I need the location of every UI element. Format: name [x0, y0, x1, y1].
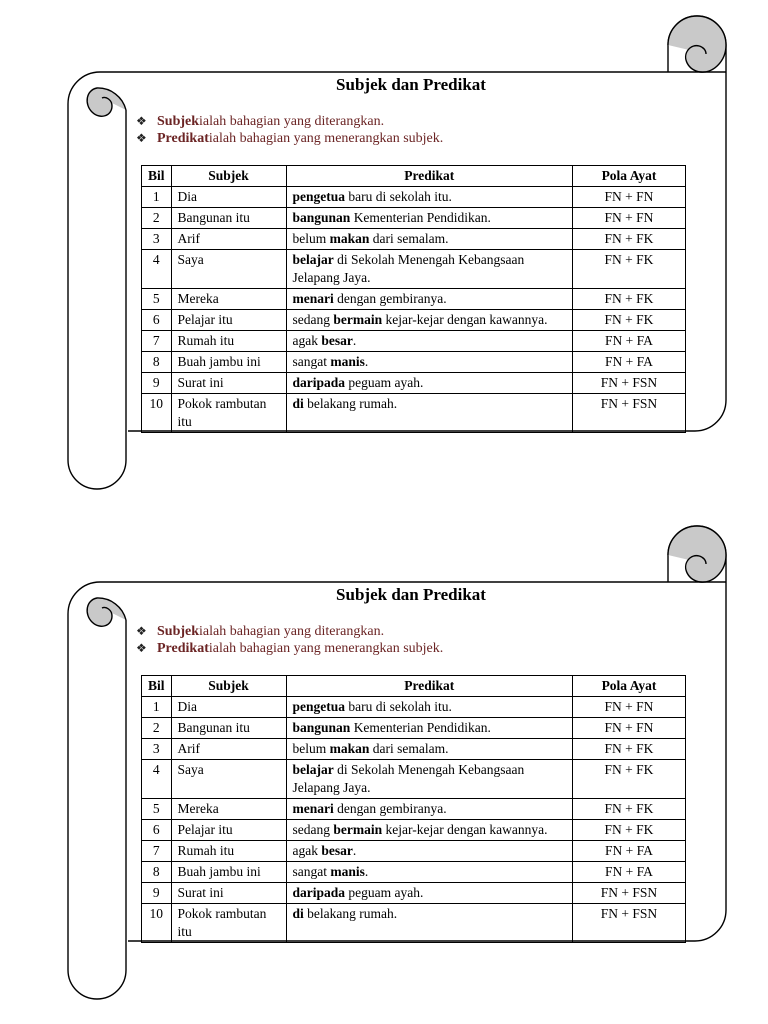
predikat-post: belakang rumah.	[303, 396, 398, 411]
cell-subjek: Dia	[171, 187, 286, 208]
table-row	[142, 250, 686, 289]
cell-subjek: Mereka	[171, 799, 286, 820]
predikat-keyword: di	[292, 906, 304, 921]
predikat-keyword: menari	[292, 801, 334, 816]
cell-predikat	[286, 799, 572, 820]
cell-subjek: Pokok rambutan itu	[171, 394, 286, 433]
cell-predikat	[286, 331, 572, 352]
cell-pola-ayat: FN + FA	[573, 352, 686, 373]
table-row	[142, 841, 686, 862]
cell-pola-ayat: FN + FK	[573, 229, 686, 250]
cell-bil: 2	[142, 208, 172, 229]
cell-bil: 4	[142, 760, 172, 799]
cell-predikat	[286, 820, 572, 841]
predikat-post: .	[352, 843, 357, 858]
card-title: Subjek dan Predikat	[336, 585, 486, 604]
table-row	[142, 310, 686, 331]
predikat-post: .	[364, 354, 369, 369]
scroll-card-1	[0, 0, 768, 500]
table-row	[142, 760, 686, 799]
predikat-post: peguam ayah.	[345, 885, 424, 900]
cell-subjek: Saya	[171, 250, 286, 289]
cell-bil: 6	[142, 820, 172, 841]
cell-pola-ayat: FN + FN	[573, 187, 686, 208]
predikat-keyword: daripada	[292, 375, 346, 390]
predikat-pre: sangat	[292, 864, 331, 879]
header-subjek: Subjek	[171, 676, 286, 697]
definitions	[136, 623, 443, 657]
definitions	[136, 113, 443, 147]
predikat-keyword: pengetua	[292, 189, 346, 204]
predikat-keyword: pengetua	[292, 699, 346, 714]
definition-line	[136, 623, 443, 640]
cell-predikat	[286, 187, 572, 208]
header-pola-ayat: Pola Ayat	[573, 166, 686, 187]
cell-predikat	[286, 250, 572, 289]
cell-pola-ayat: FN + FN	[573, 697, 686, 718]
table-row	[142, 208, 686, 229]
predikat-keyword: bermain	[333, 312, 383, 327]
table-row	[142, 820, 686, 841]
cell-pola-ayat: FN + FSN	[573, 883, 686, 904]
cell-pola-ayat: FN + FK	[573, 310, 686, 331]
table-row	[142, 229, 686, 250]
cell-subjek: Rumah itu	[171, 331, 286, 352]
cell-pola-ayat: FN + FK	[573, 799, 686, 820]
predikat-post: .	[352, 333, 357, 348]
table-row	[142, 331, 686, 352]
definition-term: Predikat	[157, 131, 209, 146]
cell-pola-ayat: FN + FSN	[573, 373, 686, 394]
cell-bil: 8	[142, 862, 172, 883]
cell-pola-ayat: FN + FN	[573, 208, 686, 229]
pola-ayat-table	[141, 165, 686, 433]
table-row	[142, 904, 686, 943]
predikat-keyword: besar	[321, 843, 353, 858]
cell-bil: 5	[142, 289, 172, 310]
cell-predikat	[286, 289, 572, 310]
header-predikat: Predikat	[286, 676, 572, 697]
cell-pola-ayat: FN + FA	[573, 862, 686, 883]
cell-bil: 9	[142, 373, 172, 394]
cell-pola-ayat: FN + FA	[573, 331, 686, 352]
predikat-keyword: makan	[329, 231, 370, 246]
predikat-post: dengan gembiranya.	[333, 291, 447, 306]
cell-predikat	[286, 739, 572, 760]
cell-predikat	[286, 718, 572, 739]
header-subjek: Subjek	[171, 166, 286, 187]
predikat-post: peguam ayah.	[345, 375, 424, 390]
table-row	[142, 718, 686, 739]
table-row	[142, 883, 686, 904]
cell-predikat	[286, 697, 572, 718]
card-title: Subjek dan Predikat	[336, 75, 486, 94]
definition-term: Predikat	[157, 641, 209, 656]
cell-subjek: Surat ini	[171, 373, 286, 394]
cell-bil: 8	[142, 352, 172, 373]
predikat-pre: belum	[292, 231, 330, 246]
definition-text: ialah bahagian yang menerangkan subjek.	[208, 641, 444, 656]
definition-line	[136, 113, 443, 130]
header-predikat: Predikat	[286, 166, 572, 187]
table-row	[142, 862, 686, 883]
table-row	[142, 373, 686, 394]
cell-predikat	[286, 373, 572, 394]
predikat-pre: agak	[292, 333, 322, 348]
pola-ayat-table	[141, 675, 686, 943]
predikat-keyword: makan	[329, 741, 370, 756]
cell-predikat	[286, 208, 572, 229]
cell-pola-ayat: FN + FK	[573, 760, 686, 799]
cell-subjek: Arif	[171, 229, 286, 250]
table-row	[142, 739, 686, 760]
cell-bil: 7	[142, 331, 172, 352]
cell-predikat	[286, 883, 572, 904]
predikat-pre: sangat	[292, 354, 331, 369]
predikat-keyword: belajar	[292, 762, 334, 777]
predikat-pre: belum	[292, 741, 330, 756]
definition-text: ialah bahagian yang menerangkan subjek.	[208, 131, 444, 146]
definition-line	[136, 640, 443, 657]
cell-pola-ayat: FN + FSN	[573, 394, 686, 433]
cell-subjek: Surat ini	[171, 883, 286, 904]
cell-bil: 1	[142, 697, 172, 718]
table-row	[142, 289, 686, 310]
predikat-post: di Sekolah Menengah Kebangsaan Jelapang Jaya.	[292, 762, 525, 795]
cell-pola-ayat: FN + FA	[573, 841, 686, 862]
cell-predikat	[286, 352, 572, 373]
cell-bil: 7	[142, 841, 172, 862]
cell-predikat	[286, 862, 572, 883]
cell-subjek: Mereka	[171, 289, 286, 310]
cell-pola-ayat: FN + FK	[573, 250, 686, 289]
predikat-keyword: bangunan	[292, 210, 351, 225]
predikat-keyword: besar	[321, 333, 353, 348]
predikat-post: baru di sekolah itu.	[345, 699, 452, 714]
cell-subjek: Pelajar itu	[171, 820, 286, 841]
cell-bil: 10	[142, 904, 172, 943]
cell-bil: 5	[142, 799, 172, 820]
definition-line	[136, 130, 443, 147]
predikat-keyword: manis	[330, 354, 365, 369]
cell-bil: 2	[142, 718, 172, 739]
predikat-keyword: bermain	[333, 822, 383, 837]
predikat-post: Kementerian Pendidikan.	[350, 720, 491, 735]
predikat-post: baru di sekolah itu.	[345, 189, 452, 204]
header-bil: Bil	[142, 676, 172, 697]
table-header-row	[142, 166, 686, 187]
predikat-keyword: menari	[292, 291, 334, 306]
cell-predikat	[286, 394, 572, 433]
table-row	[142, 352, 686, 373]
predikat-post: di Sekolah Menengah Kebangsaan Jelapang Jaya.	[292, 252, 525, 285]
cell-subjek: Bangunan itu	[171, 208, 286, 229]
predikat-pre: sedang	[292, 822, 334, 837]
cell-bil: 9	[142, 883, 172, 904]
definition-term: Subjek	[157, 114, 200, 129]
predikat-post: belakang rumah.	[303, 906, 398, 921]
table-row	[142, 187, 686, 208]
cell-subjek: Dia	[171, 697, 286, 718]
cell-predikat	[286, 310, 572, 331]
predikat-pre: sedang	[292, 312, 334, 327]
cell-bil: 10	[142, 394, 172, 433]
predikat-post: dari semalam.	[369, 231, 449, 246]
predikat-post: Kementerian Pendidikan.	[350, 210, 491, 225]
cell-predikat	[286, 229, 572, 250]
table-row	[142, 697, 686, 718]
predikat-keyword: daripada	[292, 885, 346, 900]
cell-pola-ayat: FN + FSN	[573, 904, 686, 943]
cell-subjek: Rumah itu	[171, 841, 286, 862]
predikat-keyword: manis	[330, 864, 365, 879]
cell-predikat	[286, 760, 572, 799]
scroll-card-2	[0, 510, 768, 1010]
predikat-post: kejar-kejar dengan kawannya.	[382, 312, 548, 327]
cell-subjek: Buah jambu ini	[171, 862, 286, 883]
table-header-row	[142, 676, 686, 697]
cell-bil: 6	[142, 310, 172, 331]
cell-subjek: Bangunan itu	[171, 718, 286, 739]
cell-predikat	[286, 904, 572, 943]
cell-bil: 3	[142, 739, 172, 760]
cell-pola-ayat: FN + FN	[573, 718, 686, 739]
cell-subjek: Pokok rambutan itu	[171, 904, 286, 943]
cell-subjek: Saya	[171, 760, 286, 799]
predikat-pre: agak	[292, 843, 322, 858]
diamond-bullet-icon: ❖	[136, 114, 147, 128]
predikat-keyword: belajar	[292, 252, 334, 267]
predikat-post: dengan gembiranya.	[333, 801, 447, 816]
header-bil: Bil	[142, 166, 172, 187]
cell-predikat	[286, 841, 572, 862]
table-row	[142, 394, 686, 433]
diamond-bullet-icon: ❖	[136, 641, 147, 655]
diamond-bullet-icon: ❖	[136, 131, 147, 145]
cell-subjek: Arif	[171, 739, 286, 760]
predikat-keyword: di	[292, 396, 304, 411]
predikat-post: dari semalam.	[369, 741, 449, 756]
cell-bil: 3	[142, 229, 172, 250]
definition-term: Subjek	[157, 624, 200, 639]
definition-text: ialah bahagian yang diterangkan.	[199, 624, 385, 639]
cell-pola-ayat: FN + FK	[573, 820, 686, 841]
cell-pola-ayat: FN + FK	[573, 739, 686, 760]
definition-text: ialah bahagian yang diterangkan.	[199, 114, 385, 129]
cell-subjek: Pelajar itu	[171, 310, 286, 331]
cell-subjek: Buah jambu ini	[171, 352, 286, 373]
header-pola-ayat: Pola Ayat	[573, 676, 686, 697]
cell-bil: 1	[142, 187, 172, 208]
predikat-post: kejar-kejar dengan kawannya.	[382, 822, 548, 837]
diamond-bullet-icon: ❖	[136, 624, 147, 638]
table-row	[142, 799, 686, 820]
cell-bil: 4	[142, 250, 172, 289]
predikat-keyword: bangunan	[292, 720, 351, 735]
cell-pola-ayat: FN + FK	[573, 289, 686, 310]
predikat-post: .	[364, 864, 369, 879]
